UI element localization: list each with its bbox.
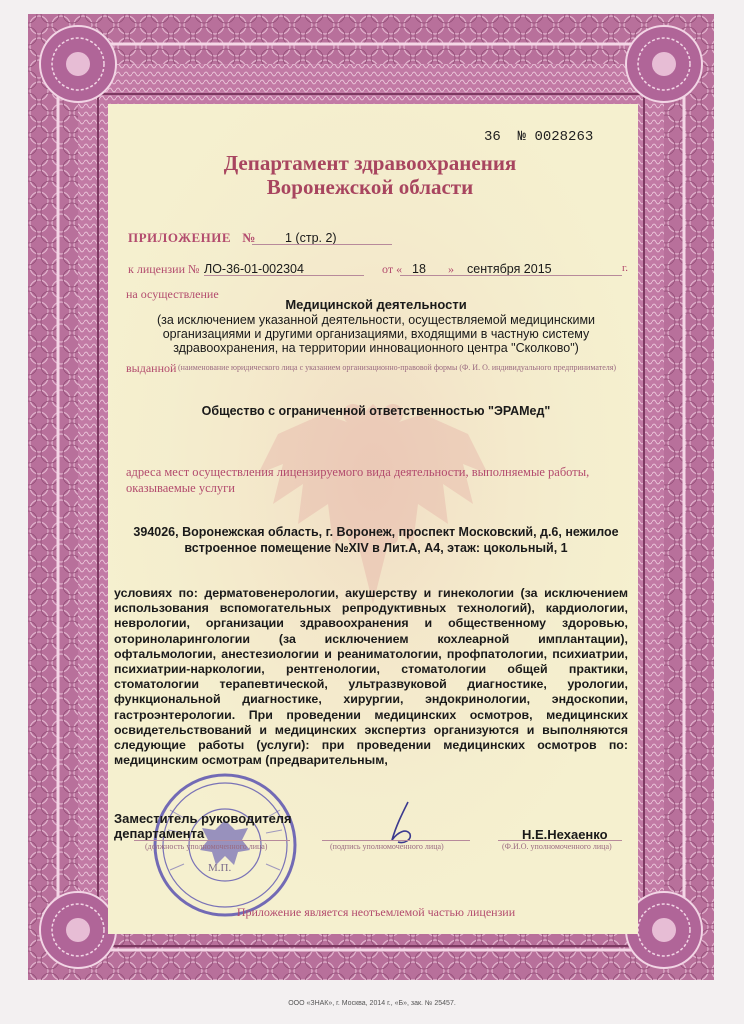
heading-line-1: Департамент здравоохранения [223,151,517,175]
date-from-label: от « [382,262,403,276]
services-text: условиях по: дерматовенерологии, акушерству и гинекологии (за исключением использования вспомогательных репродуктивных технологий), кардиологии, неврологии, организации здравоохранения и общественному здоровью, оториноларингологии (за исключением кохлеарной имплантации), офтальмологии, анестезиологии и реаниматологии, профпатологии, психиатрии, психиатрии-наркологии, рентгенологии, стоматологии общей практики, стоматологии терапевтической, ультразвуковой диагностике, урологии, функциональной диагностике, хирургии, эндокринологии, эндоскопии, гастроэнтерологии. При проведении медицинских осмотров, медицинских освидетельствований и медицинских экспертиз организуются и выполняются следующие работы (услуги): при проведении медицинских осмотров по: медицинским осмотрам (предварительным, [114,586,628,768]
license-prefix: к лицензии № [128,262,200,276]
activity-block [126,298,626,355]
appendix-label: ПРИЛОЖЕНИЕ № [128,230,256,245]
activity-title: Медицинской деятельности [285,297,467,312]
licensee-name: Общество с ограниченной ответственностью "ЭРАМед" [201,404,551,418]
address: 394026, Воронежская область, г. Воронеж, проспект Московский, д.6, нежилое встроенное помещение №XIV в Лит.А, А4, этаж: цокольный, 1 [133,525,619,555]
issuer-heading [130,151,610,199]
license-number: ЛО-36-01-002304 [204,262,304,276]
seal-place-label: М.П. [208,862,232,874]
appendix-number: 1 (стр. 2) [285,231,337,245]
corner-rosette-icon [626,26,702,102]
signer-title-hint: (должность уполномоченного лица) [145,842,268,851]
date-close: » [448,262,454,276]
serial-number: 36 № 0028263 [484,129,594,145]
date-day: 18 [412,262,426,276]
addresses-label: адреса мест осуществления лицензируемого вида деятельности, выполняемые работы, оказываемые услуги [126,465,590,495]
signer-name-hint: (Ф.И.О. уполномоченного лица) [502,842,612,851]
corner-rosette-icon [40,26,116,102]
activity-details: (за исключением указанной деятельности, осуществляемой медицинскими организациями и другими организациями, входящими в частную систему здравоохранения, на территории инновационного центра "Сколково") [156,313,596,355]
printer-imprint: ООО «ЗНАК», г. Москва, 2014 г., «Б», зак. № 25457. [288,1000,456,1007]
purpose-label: на осуществление [126,287,219,301]
corner-rosette-icon [40,892,116,968]
signature-hint: (подпись уполномоченного лица) [330,842,444,851]
heading-line-2: Воронежской области [266,175,474,199]
issued-label: выданной [126,361,177,375]
appendix-note: Приложение является неотъемлемой частью лицензии [236,905,516,919]
date-suffix: г. [622,262,629,274]
date-month-year: сентября 2015 [467,262,552,276]
issued-hint: (наименование юридического лица с указанием организационно-правовой формы (Ф. И. О. индивидуального предпринимателя) [178,363,617,372]
signer-name: Н.Е.Нехаенко [522,827,608,842]
signer-title: Заместитель руководителя департамента [114,811,292,841]
